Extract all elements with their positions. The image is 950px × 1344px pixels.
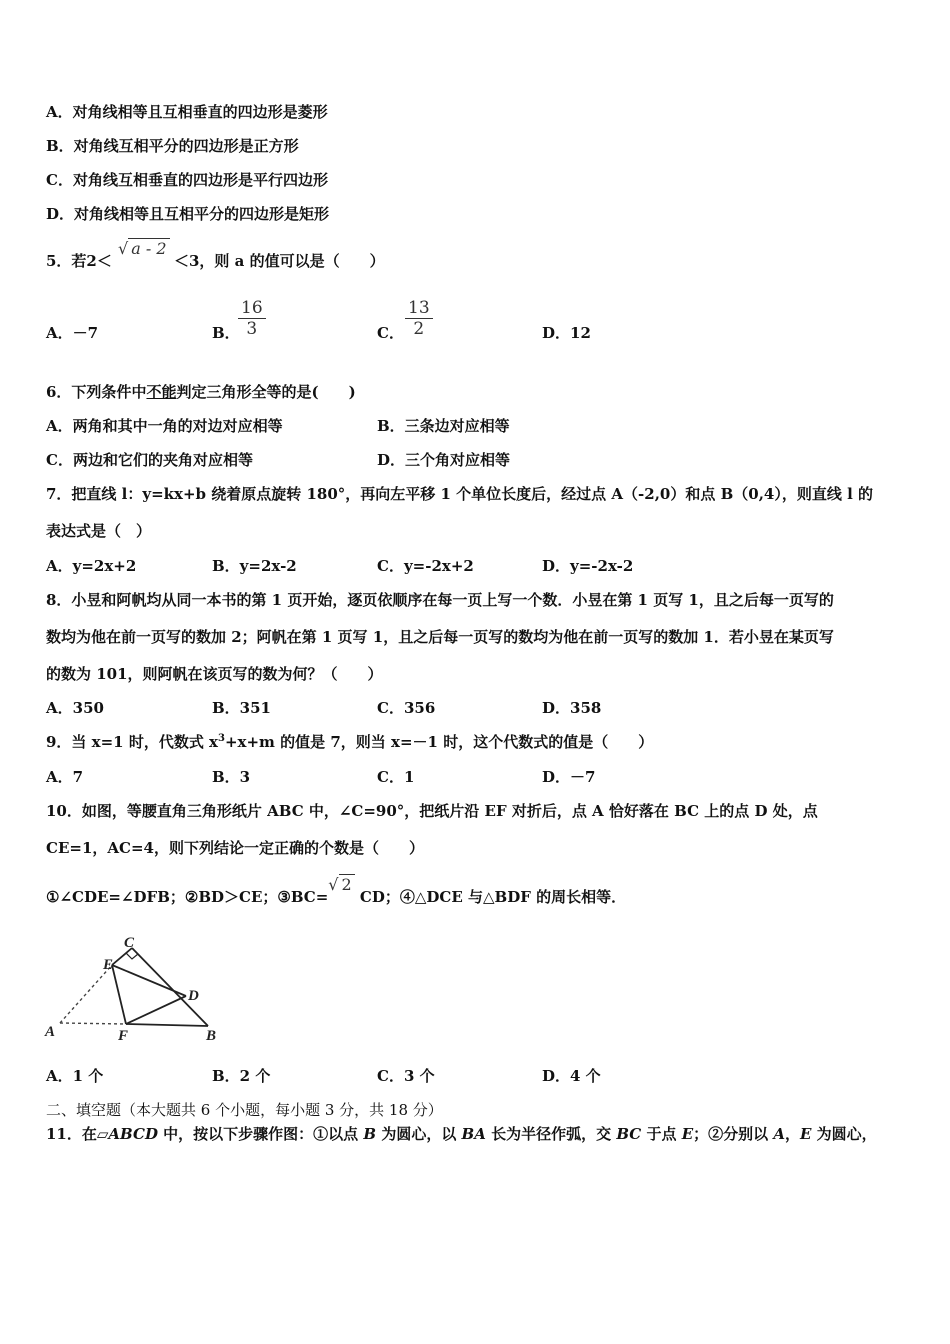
q4-option-c: C．对角线互相垂直的四边形是平行四边形 — [46, 171, 328, 189]
q10-line-1: 10．如图，等腰直角三角形纸片 ABC 中，∠C=90°，把纸片沿 EF 对折后，点 A 恰好落在 BC 上的点 D 处，点 — [46, 802, 818, 820]
q6-option-b: B．三条边对应相等 — [377, 417, 510, 435]
q5-option-d: D．12 — [542, 324, 591, 342]
q8-option-a: A．350 — [46, 699, 104, 717]
q5-option-b-numerator: 16 — [238, 298, 266, 319]
q10-statements-b: CD；④△DCE 与△BDF 的周长相等． — [354, 888, 627, 906]
q6-option-a: A．两角和其中一角的对边对应相等 — [46, 417, 283, 435]
q7-option-a: A．y=2x+2 — [46, 557, 137, 575]
q8-option-b: B．351 — [212, 699, 271, 717]
q5-option-b-fraction — [238, 298, 266, 339]
q5-option-c-label: C． — [377, 324, 404, 342]
q5-stem-before: 5．若2＜ — [46, 252, 112, 270]
q6-option-c: C．两边和它们的夹角对应相等 — [46, 451, 253, 469]
q4-option-d: D．对角线相等且互相平分的四边形是矩形 — [46, 205, 330, 223]
label-c: C — [124, 935, 135, 951]
q8-line-1: 8．小昱和阿帆均从同一本书的第 1 页开始，逐页依顺序在每一页上写一个数．小昱在第 1 页写 1，且之后每一页写的 — [46, 591, 834, 609]
q9-option-d: D．－7 — [542, 768, 596, 786]
label-f: F — [118, 1028, 129, 1044]
q11-t2: ▱ABCD — [96, 1125, 158, 1143]
q7-option-c: C．y=-2x+2 — [377, 557, 474, 575]
q11-t15: 为圆心， — [811, 1125, 877, 1143]
label-e: E — [103, 957, 114, 973]
segment-fd — [126, 996, 186, 1024]
q9-option-a: A．7 — [46, 768, 84, 786]
q10-option-c: C．3 个 — [377, 1067, 435, 1085]
q6-stem-underlined: 不能 — [146, 383, 177, 401]
label-a: A — [45, 1024, 56, 1040]
q6-stem-rest: 判定三角形全等的是( ) — [176, 383, 356, 401]
q5-option-c-fraction — [405, 298, 433, 339]
q10-option-d: D．4 个 — [542, 1067, 601, 1085]
triangle-figure — [40, 934, 230, 1046]
q5-option-b-label: B． — [212, 324, 240, 342]
q10-line-3 — [46, 875, 627, 907]
segment-ef — [112, 965, 126, 1024]
q11-t5: 为圆心，以 — [376, 1125, 462, 1143]
q8-option-d: D．358 — [542, 699, 602, 717]
q11-t6: BA — [461, 1125, 486, 1143]
q9-exponent: 3 — [218, 733, 225, 744]
q11-t10: E — [681, 1125, 694, 1143]
q11-t4: B — [363, 1125, 377, 1143]
q11-t1: 11．在 — [46, 1125, 97, 1143]
q10-statements-a: ①∠CDE=∠DFB；②BD＞CE；③BC= — [46, 888, 329, 906]
segment-ae-dashed — [60, 965, 112, 1023]
q6-option-d: D．三个角对应相等 — [377, 451, 511, 469]
q10-line-2: CE=1，AC=4，则下列结论一定正确的个数是（ ） — [46, 839, 424, 857]
q4-option-a: A．对角线相等且互相垂直的四边形是菱形 — [46, 103, 328, 121]
q7-option-b: B．y=2x-2 — [212, 557, 297, 575]
q8-line-3: 的数为 101，则阿帆在该页写的数为何？（ ） — [46, 665, 383, 683]
q5-option-a: A．－7 — [46, 324, 99, 342]
q10-radicand: 2 — [339, 874, 355, 895]
section-heading: 二、填空题（本大题共 6 个小题，每小题 3 分，共 18 分） — [46, 1101, 443, 1119]
q11-t7: 长为半径作弧，交 — [485, 1125, 617, 1143]
segment-ed — [112, 965, 186, 996]
q9-stem-a: 9．当 x=1 时，代数式 x — [46, 733, 218, 751]
q8-line-2: 数均为他在前一页写的数加 2；阿帆在第 1 页写 1，且之后每一页写的数均为他在前一页写的数加 1．若小昱在某页写 — [46, 628, 834, 646]
q11-t13: ， — [785, 1125, 801, 1143]
q5-option-c-denominator: 2 — [413, 319, 425, 339]
q11-t12: A — [773, 1125, 785, 1143]
q9-option-b: B．3 — [212, 768, 251, 786]
q11-t11: ；②分别以 — [693, 1125, 774, 1143]
q7-option-d: D．y=-2x-2 — [542, 557, 634, 575]
label-d: D — [188, 988, 199, 1004]
q7-line-1: 7．把直线 l：y=kx+b 绕着原点旋转 180°，再向左平移 1 个单位长度后，经过点 A（-2,0）和点 B（0,4），则直线 l 的 — [46, 485, 873, 503]
q10-option-b: B．2 个 — [212, 1067, 271, 1085]
q6-stem-number: 6．下列条件中 — [46, 383, 147, 401]
q9-stem-b: +x+m 的值是 7，则当 x=－1 时，这个代数式的值是（ ） — [224, 733, 654, 751]
q11-t3: 中，按以下步骤作图：①以点 — [157, 1125, 364, 1143]
q6-stem — [46, 382, 356, 402]
q5-option-c-numerator: 13 — [405, 298, 433, 319]
segment-fb — [126, 1024, 208, 1026]
q11-stem — [46, 1124, 877, 1144]
segment-cb — [132, 948, 208, 1026]
q11-t8: BC — [616, 1125, 642, 1143]
q9-option-c: C．1 — [377, 768, 415, 786]
right-angle-mark — [126, 953, 138, 959]
label-b: B — [206, 1028, 217, 1044]
q5-sqrt: √ a - 2 — [118, 238, 170, 258]
q10-option-a: A．1 个 — [46, 1067, 104, 1085]
q8-option-c: C．356 — [377, 699, 436, 717]
q4-option-b: B．对角线互相平分的四边形是正方形 — [46, 137, 299, 155]
q5-option-b-denominator: 3 — [246, 319, 258, 339]
q11-t14: E — [800, 1125, 812, 1143]
q9-stem — [46, 732, 653, 752]
q11-t9: 于点 — [641, 1125, 682, 1143]
q5-radicand: a - 2 — [128, 238, 169, 258]
segment-af-dashed — [60, 1023, 126, 1024]
q5-stem-after: ＜3，则 a 的值可以是（ ） — [174, 252, 385, 270]
q7-line-2: 表达式是（ ） — [46, 522, 152, 540]
q10-sqrt: √ 2 — [328, 874, 354, 895]
